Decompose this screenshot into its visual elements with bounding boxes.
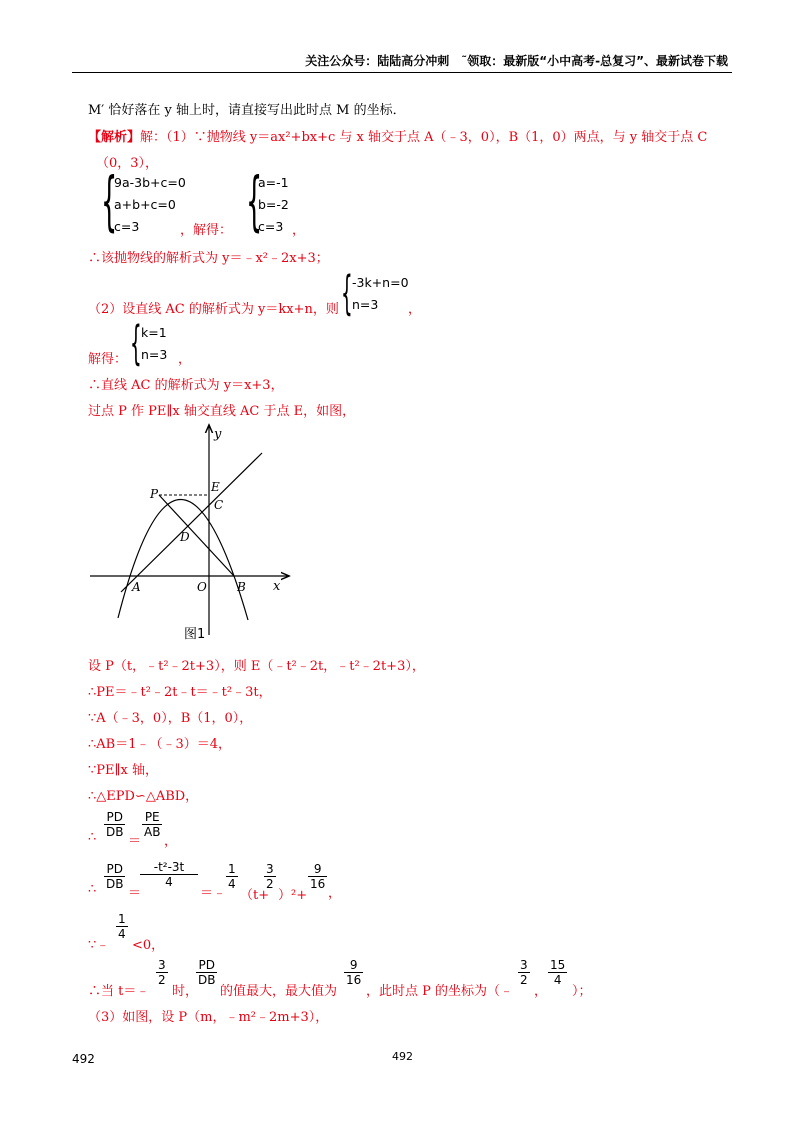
equation-system: k=1 n=3 <box>141 325 168 362</box>
fraction: $\frac{PD}{DB}$ <box>198 958 216 987</box>
text-line: ， <box>178 352 192 367</box>
equation-system: 9a-3b+c=0 a+b+c=0 c=3 <box>114 175 186 234</box>
text-line: <0， <box>132 938 165 953</box>
label-origin: O <box>197 580 207 594</box>
text-line: M′ 恰好落在 y 轴上时，请直接写出此时点 M 的坐标． <box>88 103 406 118</box>
equation-system: -3k+n=0 n=3 <box>352 275 409 312</box>
label-a: A <box>132 580 141 594</box>
text-line: ∴当 t＝﹣ <box>88 984 150 999</box>
text-line: ，解得： <box>180 223 233 238</box>
text-line: （t+ <box>240 888 270 903</box>
text-line: ∵﹣ <box>88 938 110 953</box>
page-number-left: 492 <box>72 1052 95 1066</box>
brace: { <box>246 165 263 239</box>
brace: { <box>341 266 353 320</box>
text-line: （2）设直线 AC 的解析式为 y＝kx+n，则 <box>88 302 339 317</box>
fraction: $\frac{\text{-t²-3t}}{4}$ <box>140 860 198 889</box>
fraction: $\frac{PD}{DB}$ <box>106 862 124 891</box>
text-line: ＝ <box>128 886 142 901</box>
fraction: $\frac{PE}{AB}$ <box>144 810 161 839</box>
figure-caption: 图1 <box>184 627 206 642</box>
label-x: x <box>273 579 281 594</box>
text-line: ， <box>328 886 342 901</box>
text-line: （0，3）， <box>96 156 159 171</box>
parabola-curve <box>118 499 248 620</box>
text-line: ∴直线 AC 的解析式为 y＝x+3， <box>88 378 284 393</box>
label-c: C <box>214 498 224 512</box>
text-line: ＝ <box>128 834 142 849</box>
text-line: ）； <box>572 984 592 999</box>
fraction: $\frac{PD}{DB}$ <box>106 810 124 839</box>
text-line: ∴ <box>88 882 97 897</box>
text-line: （3）如图，设 P（m，﹣m²﹣2m+3）， <box>88 1010 329 1025</box>
fraction: $\frac{1}{4}$ <box>228 862 236 891</box>
text-line: ∵A（﹣3，0），B（1，0）， <box>88 711 253 726</box>
label-d: D <box>180 530 190 544</box>
fraction: $\frac{15}{4}$ <box>550 958 566 987</box>
text-line: ∴△EPD∽△ABD， <box>88 789 199 804</box>
text-line: 设 P（t，﹣t²﹣2t+3），则 E（﹣t²﹣2t，﹣t²﹣2t+3）， <box>88 659 425 674</box>
page-header: 关注公众号：陆陆高分冲刺 ˜领取：最新版“小中高考-总复习”、最新试卷下载 <box>305 54 728 68</box>
analysis-tag: 【解析】 <box>88 130 141 145</box>
text-line: 的值最大，最大值为 <box>220 984 338 999</box>
brace: { <box>130 316 142 370</box>
text-line: ∴该抛物线的解析式为 y＝﹣x²﹣2x+3； <box>88 251 329 266</box>
text-line: ， <box>534 984 548 999</box>
text-line: ， <box>164 834 178 849</box>
fraction: $\frac{3}{2}$ <box>158 958 166 987</box>
fraction: $\frac{3}{2}$ <box>266 862 274 891</box>
text-line: ∴ <box>88 830 97 845</box>
parabola-figure <box>88 420 298 650</box>
text-line: ∴AB＝1﹣（﹣3）＝4， <box>88 737 232 752</box>
text-line: ， <box>292 223 306 238</box>
text-line: 解得： <box>88 352 128 367</box>
fraction: $\frac{3}{2}$ <box>520 958 528 987</box>
equation-system: a=-1 b=-2 c=3 <box>258 175 289 234</box>
text-line: ，此时点 P 的坐标为（﹣ <box>366 984 514 999</box>
fraction: $\frac{1}{4}$ <box>118 912 126 941</box>
text-line: ， <box>408 302 422 317</box>
header-rule <box>72 72 732 73</box>
text-line: ∵PE∥x 轴， <box>88 763 158 778</box>
text-line: ∴PE＝﹣t²﹣2t﹣t＝﹣t²﹣3t， <box>88 685 272 700</box>
label-b: B <box>237 580 246 594</box>
text-line: 【解析】解：（1）∵抛物线 y＝ax²+bx+c 与 x 轴交于点 A（﹣3，0），B（1，0）两点，与 y 轴交于点 C <box>88 130 708 145</box>
fraction: $\frac{9}{16}$ <box>346 958 362 987</box>
page-number-center: 492 <box>392 1050 413 1063</box>
text-line: ＝﹣ <box>200 886 227 901</box>
text-line: ）²+ <box>278 888 308 903</box>
text-line: 过点 P 作 PE∥x 轴交直线 AC 于点 E，如图， <box>88 404 356 419</box>
fraction: $\frac{9}{16}$ <box>310 862 326 891</box>
text-line: 时， <box>172 984 199 999</box>
label-y: y <box>214 427 222 442</box>
brace: { <box>101 165 118 239</box>
label-p: P <box>150 487 159 501</box>
line-ac <box>121 453 262 592</box>
label-e: E <box>211 480 220 494</box>
